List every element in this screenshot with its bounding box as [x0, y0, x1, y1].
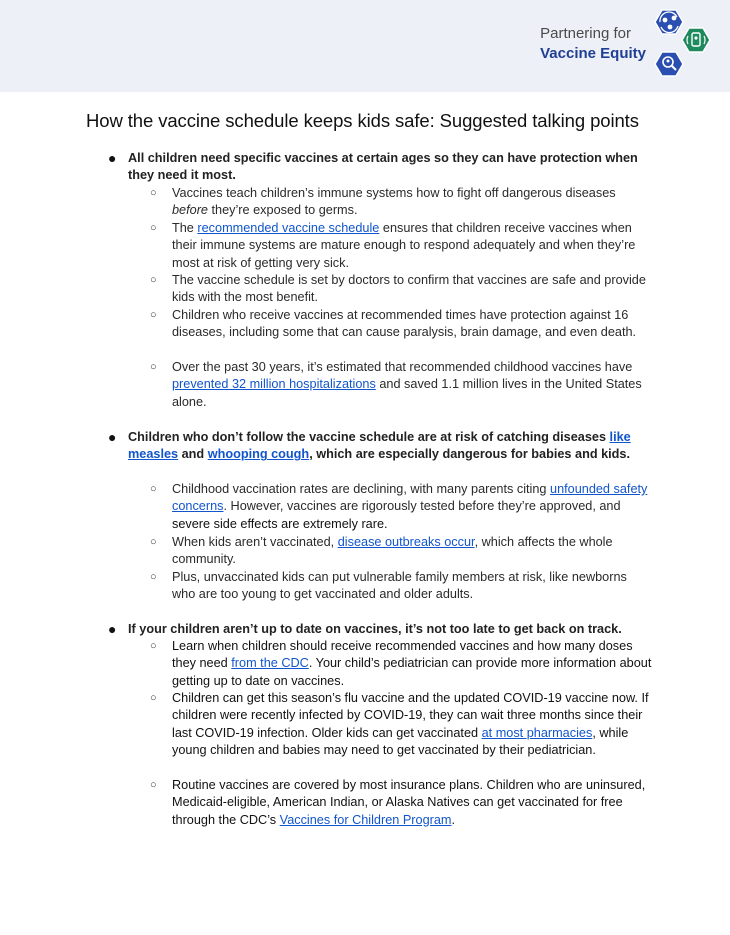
whooping-cough-link[interactable]: whooping cough: [207, 447, 310, 462]
list-item: ○ Children who receive vaccines at recommended times have protection against 16 diseases, including some that can cause paralysis, brain damage, and even death.: [150, 308, 637, 340]
list-item: ○ When kids aren’t vaccinated, disease outbreaks occur, which affects the whole community.: [150, 535, 613, 567]
sub-bullet-glyph: ○: [150, 274, 157, 286]
sub-bullet-glyph: ○: [150, 640, 157, 652]
list-item: ○ Vaccines teach children’s immune systems how to fight off dangerous diseases before they’re exposed to germs.: [150, 186, 616, 218]
sub-bullet-glyph: ○: [150, 483, 157, 495]
recommended-schedule-link[interactable]: recommended vaccine schedule: [197, 221, 380, 235]
document-title: How the vaccine schedule keeps kids safe: Suggested talking points: [86, 110, 639, 131]
list-item: ○ Children can get this season’s flu vaccine and the updated COVID-19 vaccine now. If children were recently infected by COVID-19, they can wait three months since their last COVID-19 infection. Older kids can get vaccinated at most pharmacies, while young children and babies may need to get vaccinated by their pediatrician.: [150, 691, 649, 758]
section-1-heading: ● All children need specific vaccines at certain ages so they can have protection when they need it most.: [108, 150, 638, 183]
sub-bullet-glyph: ○: [150, 536, 157, 548]
section-2-heading: ● Children who don’t follow the vaccine schedule are at risk of catching diseases like measles and whooping cough, which are especially dangerous for babies and kids.: [108, 429, 631, 462]
bullet-glyph: ●: [108, 429, 117, 445]
sub-bullet-glyph: ○: [150, 309, 157, 321]
sub-bullet-glyph: ○: [150, 187, 157, 199]
bullet-glyph: ●: [108, 150, 117, 166]
list-item: ○ The vaccine schedule is set by doctors to confirm that vaccines are safe and provide kids with the most benefit.: [150, 273, 646, 305]
magnifier-icon: [655, 52, 683, 76]
list-item: ○ Routine vaccines are covered by most insurance plans. Children who are uninsured, Medicaid-eligible, American Indian, or Alaska Natives can get vaccinated for free through the CDC’s Vaccines for Children Program.: [150, 778, 646, 827]
hospitalizations-link[interactable]: prevented 32 million hospitalizations: [172, 377, 376, 392]
sub-bullet-glyph: ○: [150, 692, 157, 704]
bullet-glyph: ●: [108, 621, 117, 637]
page-header: [0, 0, 730, 92]
pharmacies-link[interactable]: at most pharmacies: [481, 725, 593, 740]
brand-wordmark: [540, 24, 646, 64]
vaccines-for-children-link[interactable]: Vaccines for Children Program: [279, 812, 452, 827]
phone-contact-icon: [682, 28, 710, 52]
people-network-icon: [655, 10, 683, 34]
list-item: ○ The recommended vaccine schedule ensures that children receive vaccines when their immune systems are mature enough to respond adequately and when they’re most at risk of getting very sick.: [150, 221, 636, 270]
list-item: ○ Plus, unvaccinated kids can put vulnerable family members at risk, like newborns who are too young to get vaccinated and older adults.: [150, 570, 627, 602]
safety-concerns-link[interactable]: unfounded safety concerns: [172, 482, 648, 514]
sub-bullet-glyph: ○: [150, 361, 157, 373]
sub-bullet-glyph: ○: [150, 571, 157, 583]
brand-line-1: Partnering for: [540, 25, 631, 42]
sub-bullet-glyph: ○: [150, 779, 157, 791]
measles-link[interactable]: like measles: [128, 430, 631, 462]
vaccine-equity-logo: [646, 8, 720, 82]
list-item: ○ Learn when children should receive recommended vaccines and how many doses they need from the CDC. Your child’s pediatrician can provide more information about getting up to date on vaccines.: [150, 639, 652, 688]
cdc-link[interactable]: from the CDC: [231, 656, 309, 671]
section-3-heading: ● If your children aren’t up to date on vaccines, it’s not too late to get back on track.: [108, 621, 622, 637]
disease-outbreaks-link[interactable]: disease outbreaks occur: [337, 535, 475, 549]
list-item: ○ Childhood vaccination rates are declining, with many parents citing unfounded safety concerns. However, vaccines are rigorously tested before they’re approved, and severe side effects are extremely rare.: [150, 482, 648, 531]
sub-bullet-glyph: ○: [150, 222, 157, 234]
brand-line-2: Vaccine Equity: [540, 45, 646, 62]
list-item: ○ Over the past 30 years, it’s estimated that recommended childhood vaccines have prevented 32 million hospitalizations and saved 1.1 million lives in the United States alone.: [150, 360, 642, 409]
